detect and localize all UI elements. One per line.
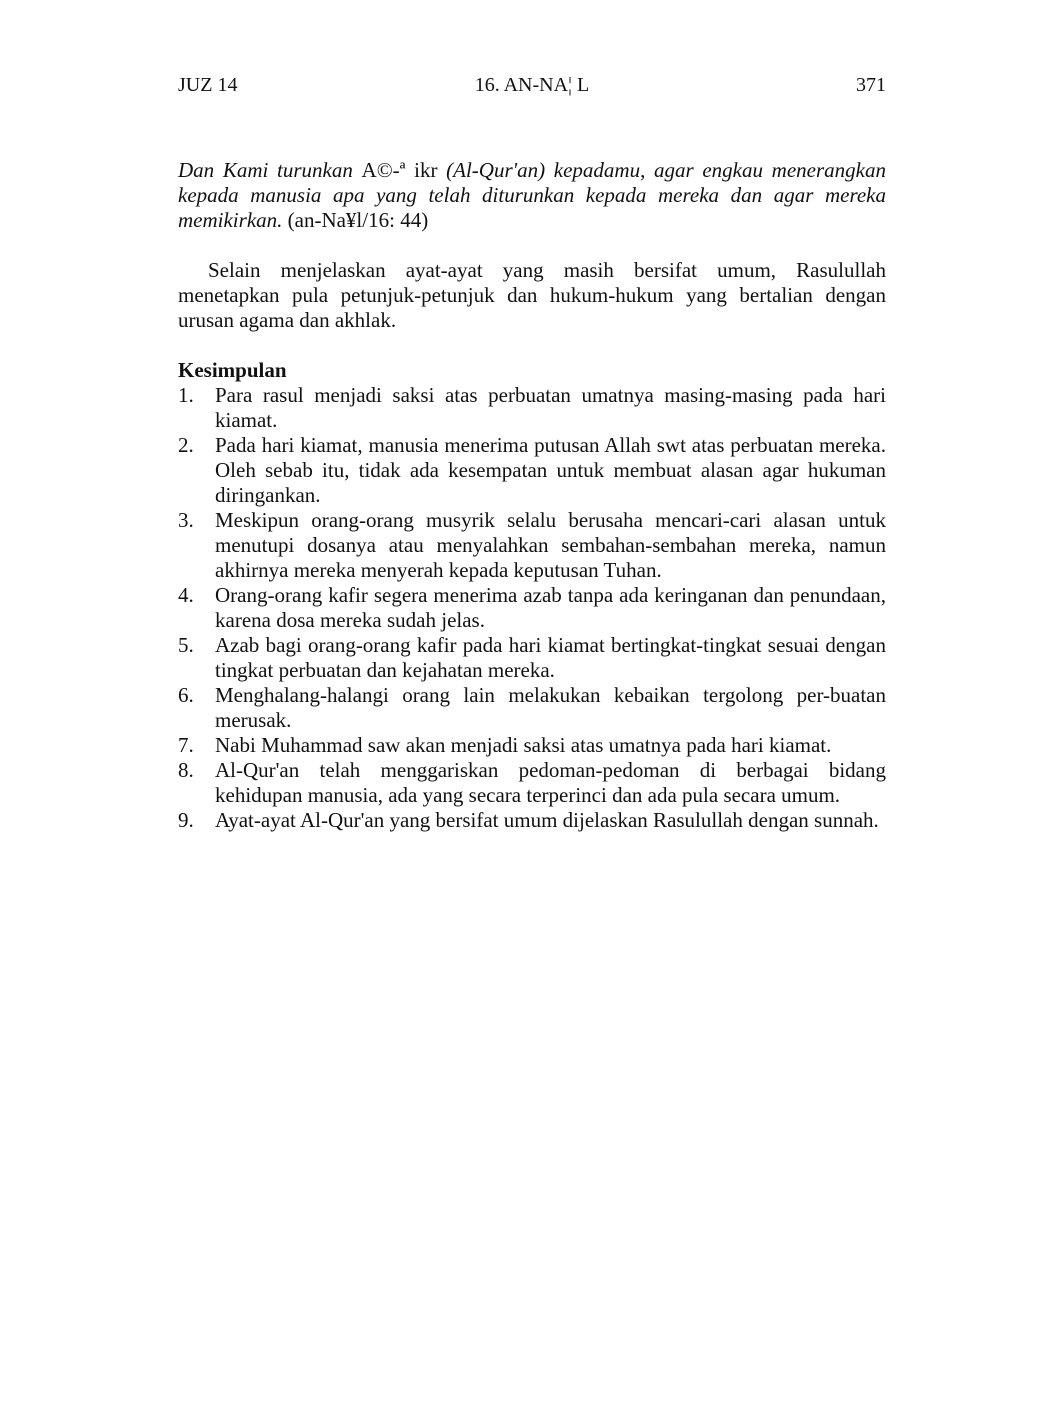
list-item bbox=[178, 758, 886, 808]
list-item-text: Menghalang-halangi orang lain melakukan kebaikan tergolong per-buatan merusak. bbox=[215, 683, 886, 732]
list-item bbox=[178, 633, 886, 683]
list-item-number: 8. bbox=[178, 758, 194, 782]
list-item-text: Ayat-ayat Al-Qur'an yang bersifat umum dijelaskan Rasulullah dengan sunnah. bbox=[215, 808, 879, 832]
list-item bbox=[178, 383, 886, 433]
list-item-text: Nabi Muhammad saw akan menjadi saksi atas umatnya pada hari kiamat. bbox=[215, 733, 832, 757]
juz-label: JUZ 14 bbox=[178, 74, 238, 96]
list-item-number: 5. bbox=[178, 633, 194, 657]
verse-text-part1: Dan Kami turunkan bbox=[178, 158, 362, 182]
list-item-number: 7. bbox=[178, 733, 194, 757]
verse-citation: (an-Na¥l/16: 44) bbox=[282, 208, 429, 232]
page-header bbox=[178, 74, 886, 102]
list-item-number: 4. bbox=[178, 583, 194, 607]
list-item bbox=[178, 508, 886, 583]
list-item bbox=[178, 433, 886, 508]
list-item bbox=[178, 683, 886, 733]
conclusion-heading: Kesimpulan bbox=[178, 358, 287, 382]
verse-text-part2: (Al-Qur'an) kepadamu, agar engkau menerangkan kepada manusia apa yang telah diturunkan kepada mereka dan agar mereka memikirkan. bbox=[178, 158, 886, 232]
verse-arabic-term: A©-ª ikr bbox=[361, 158, 438, 182]
page-body bbox=[178, 158, 886, 833]
list-item-text: Para rasul menjadi saksi atas perbuatan umatnya masing-masing pada hari kiamat. bbox=[215, 383, 886, 432]
list-item-number: 2. bbox=[178, 433, 194, 457]
list-item-text: Pada hari kiamat, manusia menerima putusan Allah swt atas perbuatan mereka. Oleh sebab itu, tidak ada kesempatan untuk membuat alasan agar hukuman diringankan. bbox=[215, 433, 886, 507]
surah-title: 16. AN-NA¦ L bbox=[474, 74, 590, 96]
list-item-number: 1. bbox=[178, 383, 194, 407]
page-number: 371 bbox=[856, 74, 886, 96]
explanation-paragraph: Selain menjelaskan ayat-ayat yang masih bersifat umum, Rasulullah menetapkan pula petunjuk-petunjuk dan hukum-hukum yang bertalian dengan urusan agama dan akhlak. bbox=[178, 258, 886, 332]
conclusion-list bbox=[178, 383, 886, 833]
list-item-text: Meskipun orang-orang musyrik selalu berusaha mencari-cari alasan untuk menutupi dosanya atau menyalahkan sembahan-sembahan mereka, namun akhirnya mereka menyerah kepada keputusan Tuhan. bbox=[215, 508, 886, 582]
list-item-text: Azab bagi orang-orang kafir pada hari kiamat bertingkat-tingkat sesuai dengan tingkat perbuatan dan kejahatan mereka. bbox=[215, 633, 886, 682]
list-item bbox=[178, 583, 886, 633]
list-item bbox=[178, 808, 886, 833]
list-item-text: Al-Qur'an telah menggariskan pedoman-pedoman di berbagai bidang kehidupan manusia, ada yang secara terperinci dan ada pula secara umum. bbox=[215, 758, 886, 807]
list-item-text: Orang-orang kafir segera menerima azab tanpa ada keringanan dan penundaan, karena dosa mereka sudah jelas. bbox=[215, 583, 886, 632]
list-item-number: 6. bbox=[178, 683, 194, 707]
list-item-number: 3. bbox=[178, 508, 194, 532]
list-item-number: 9. bbox=[178, 808, 194, 832]
verse-translation bbox=[178, 158, 886, 233]
list-item bbox=[178, 733, 886, 758]
